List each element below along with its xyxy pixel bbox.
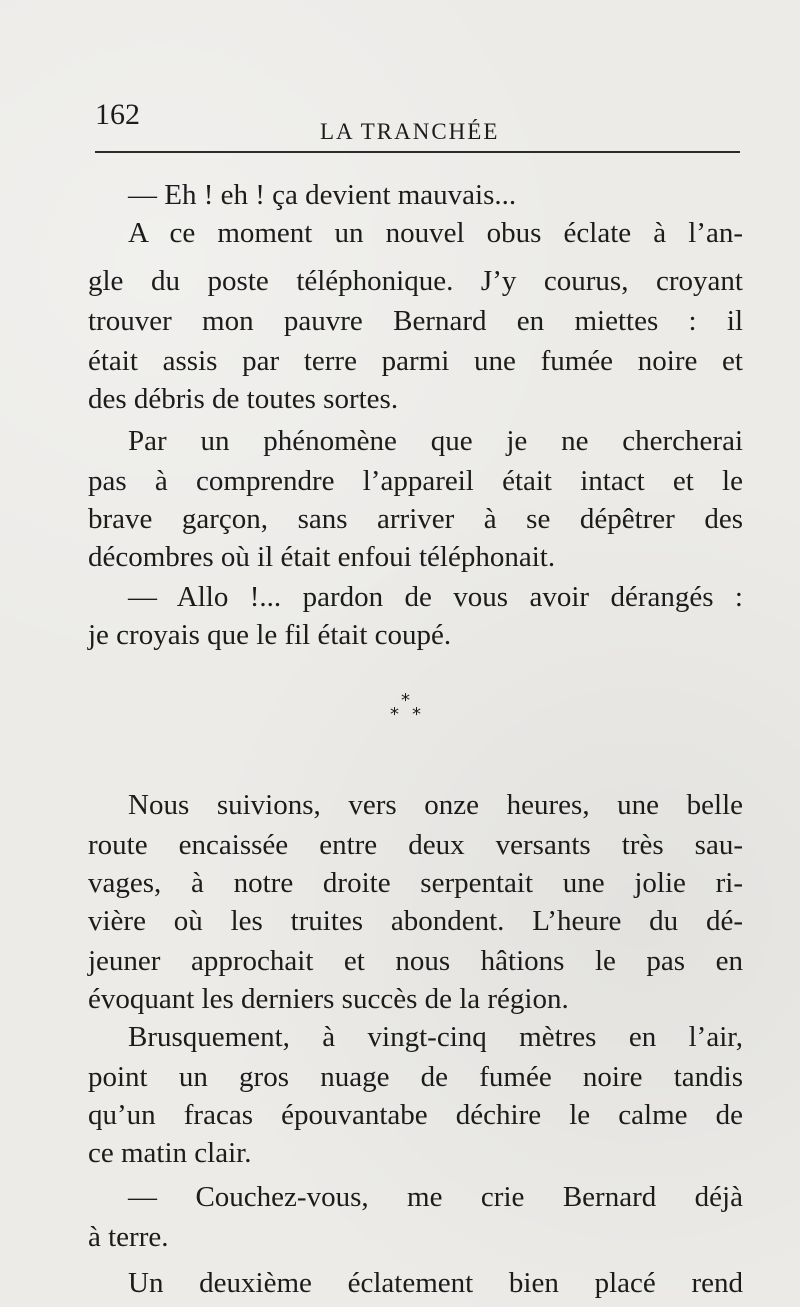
text-line: A ce moment un nouvel obus éclate à l’an- <box>128 217 743 249</box>
ornament-star-right: * <box>412 704 421 725</box>
text-line: Par un phénomène que je ne chercherai <box>128 425 743 457</box>
text-line: gle du poste téléphonique. J’y courus, croyant <box>88 265 743 297</box>
section-ornament <box>390 692 430 732</box>
text-line: des débris de toutes sortes. <box>88 383 399 415</box>
text-line: brave garçon, sans arriver à se dépêtrer des <box>88 503 743 535</box>
text-line: qu’un fracas épouvantabe déchire le calme de <box>88 1099 743 1131</box>
text-line: point un gros nuage de fumée noire tandis <box>88 1061 743 1093</box>
text-line: ce matin clair. <box>88 1137 252 1169</box>
text-line: — Eh ! eh ! ça devient mauvais... <box>128 179 517 211</box>
text-line: vière où les truites abondent. L’heure du dé- <box>88 905 743 937</box>
text-line: je croyais que le fil était coupé. <box>88 619 452 651</box>
ornament-star-left: * <box>390 704 399 725</box>
text-line: Nous suivions, vers onze heures, une belle <box>128 789 743 821</box>
text-line: — Allo !... pardon de vous avoir dérangés : <box>128 581 743 613</box>
ornament-star-top: * <box>401 690 410 711</box>
text-line: pas à comprendre l’appareil était intact et le <box>88 465 743 497</box>
header-rule <box>95 151 740 153</box>
text-line: évoquant les derniers succès de la région. <box>88 983 569 1015</box>
text-line: trouver mon pauvre Bernard en miettes : il <box>88 305 743 337</box>
text-line: à terre. <box>88 1221 169 1253</box>
running-head: LA TRANCHÉE <box>320 119 500 144</box>
text-line: Brusquement, à vingt-cinq mètres en l’air, <box>128 1021 743 1053</box>
page-number: 162 <box>95 98 140 131</box>
text-line: vages, à notre droite serpentait une jolie ri- <box>88 867 743 899</box>
text-line: jeuner approchait et nous hâtions le pas en <box>88 945 743 977</box>
text-line: route encaissée entre deux versants très sau- <box>88 829 743 861</box>
text-line: décombres où il était enfoui téléphonait. <box>88 541 556 573</box>
text-line: Un deuxième éclatement bien placé rend <box>128 1267 743 1299</box>
text-line: était assis par terre parmi une fumée noire et <box>88 345 743 377</box>
text-line: — Couchez-vous, me crie Bernard déjà <box>128 1181 743 1213</box>
